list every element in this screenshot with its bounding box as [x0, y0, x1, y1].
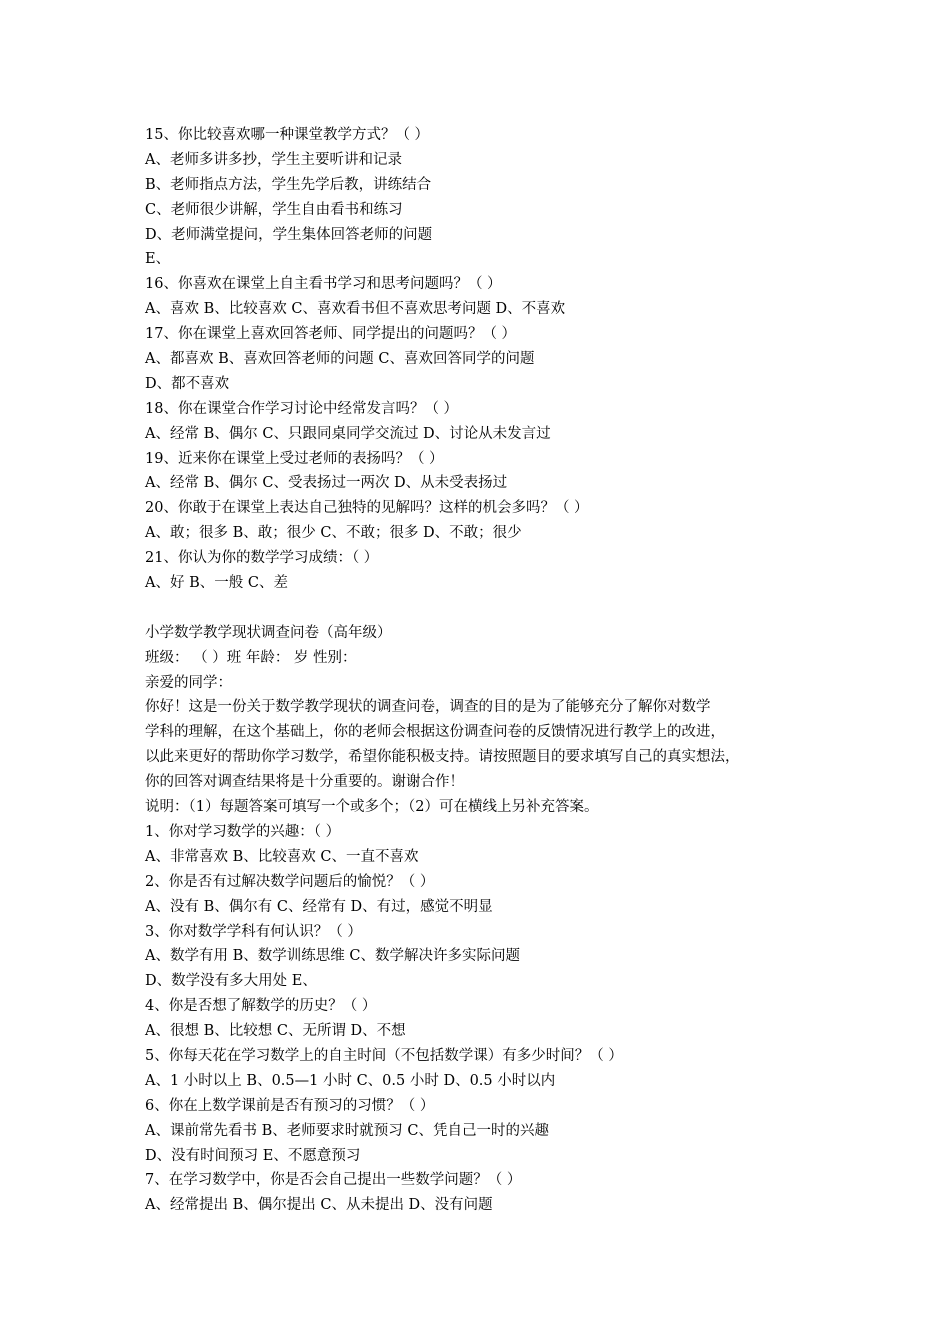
option-line: A、喜欢 B、比较喜欢 C、喜欢看书但不喜欢思考问题 D、不喜欢 [145, 301, 566, 318]
question-1: 1、你对学习数学的兴趣：（ ） [145, 823, 341, 840]
option-line: A、很想 B、比较想 C、无所谓 D、不想 [145, 1023, 406, 1040]
section-survey-high-grade [145, 621, 825, 1218]
document-page [145, 123, 825, 1218]
option-line: A、敢；很多 B、敢；很少 C、不敢；很多 D、不敢；很少 [145, 525, 522, 542]
option-line: A、经常 B、偶尔 C、受表扬过一两次 D、从未受表扬过 [145, 475, 508, 492]
option-line: A、都喜欢 B、喜欢回答老师的问题 C、喜欢回答同学的问题 [145, 351, 535, 368]
section-spacer [145, 596, 825, 621]
greeting: 亲爱的同学： [145, 674, 232, 691]
option-line: B、老师指点方法，学生先学后教，讲练结合 [145, 176, 432, 193]
option-line: D、老师满堂提问，学生集体回答老师的问题 [145, 226, 433, 243]
section-classroom-questions [145, 123, 825, 596]
question-6: 6、你在上数学课前是否有预习的习惯？（ ） [145, 1097, 435, 1114]
question-15: 15、你比较喜欢哪一种课堂教学方式？（ ） [145, 127, 430, 143]
intro-paragraph-line: 你的回答对调查结果将是十分重要的。谢谢合作！ [145, 774, 464, 791]
survey-title: 小学数学教学现状调查问卷（高年级） [145, 624, 392, 641]
option-line: D、都不喜欢 [145, 375, 230, 392]
option-line: A、课前常先看书 B、老师要求时就预习 C、凭自己一时的兴趣 [145, 1122, 549, 1139]
option-line: A、好 B、一般 C、差 [145, 575, 288, 592]
question-3: 3、你对数学学科有何认识？（ ） [145, 923, 362, 940]
option-line: A、老师多讲多抄，学生主要听讲和记录 [145, 151, 402, 168]
intro-paragraph-line: 学科的理解，在这个基础上，你的老师会根据这份调查问卷的反馈情况进行教学上的改进， [145, 724, 725, 741]
question-20: 20、你敢于在课堂上表达自己独特的见解吗？这样的机会多吗？（ ） [145, 500, 589, 517]
question-16: 16、你喜欢在课堂上自主看书学习和思考问题吗？（ ） [145, 276, 502, 293]
option-line: D、数学没有多大用处 E、 [145, 973, 317, 990]
option-line: A、数学有用 B、数学训练思维 C、数学解决许多实际问题 [145, 948, 520, 965]
intro-paragraph-line: 以此来更好的帮助你学习数学，希望你能积极支持。请按照题目的要求填写自己的真实想法， [145, 749, 740, 766]
option-line: A、经常 B、偶尔 C、只跟同桌同学交流过 D、讨论从未发言过 [145, 425, 551, 442]
option-line: D、没有时间预习 E、不愿意预习 [145, 1147, 361, 1164]
option-line: A、1 小时以上 B、0.5—1 小时 C、0.5 小时 D、0.5 小时以内 [145, 1072, 556, 1089]
option-line: A、经常提出 B、偶尔提出 C、从未提出 D、没有问题 [145, 1197, 493, 1214]
question-7: 7、在学习数学中，你是否会自己提出一些数学问题？（ ） [145, 1172, 522, 1189]
intro-paragraph-line: 你好！这是一份关于数学教学现状的调查问卷，调查的目的是为了能够充分了解你对数学 [145, 699, 711, 716]
option-line: A、非常喜欢 B、比较喜欢 C、一直不喜欢 [145, 848, 419, 865]
question-19: 19、近来你在课堂上受过老师的表扬吗？（ ） [145, 450, 444, 467]
student-info-line: 班级： （ ）班 年龄： 岁 性别： [145, 649, 357, 666]
option-line: E、 [145, 251, 171, 268]
question-4: 4、你是否想了解数学的历史？（ ） [145, 998, 377, 1015]
option-line: C、老师很少讲解，学生自由看书和练习 [145, 201, 403, 218]
question-5: 5、你每天花在学习数学上的自主时间（不包括数学课）有多少时间？（ ） [145, 1047, 623, 1064]
instructions: 说明：（1）每题答案可填写一个或多个；（2）可在横线上另补充答案。 [145, 799, 599, 816]
question-18: 18、你在课堂合作学习讨论中经常发言吗？（ ） [145, 400, 459, 417]
question-17: 17、你在课堂上喜欢回答老师、同学提出的问题吗？（ ） [145, 326, 517, 343]
question-2: 2、你是否有过解决数学问题后的愉悦？（ ） [145, 873, 435, 890]
option-line: A、没有 B、偶尔有 C、经常有 D、有过，感觉不明显 [145, 898, 493, 915]
question-21: 21、你认为你的数学学习成绩：（ ） [145, 550, 379, 567]
